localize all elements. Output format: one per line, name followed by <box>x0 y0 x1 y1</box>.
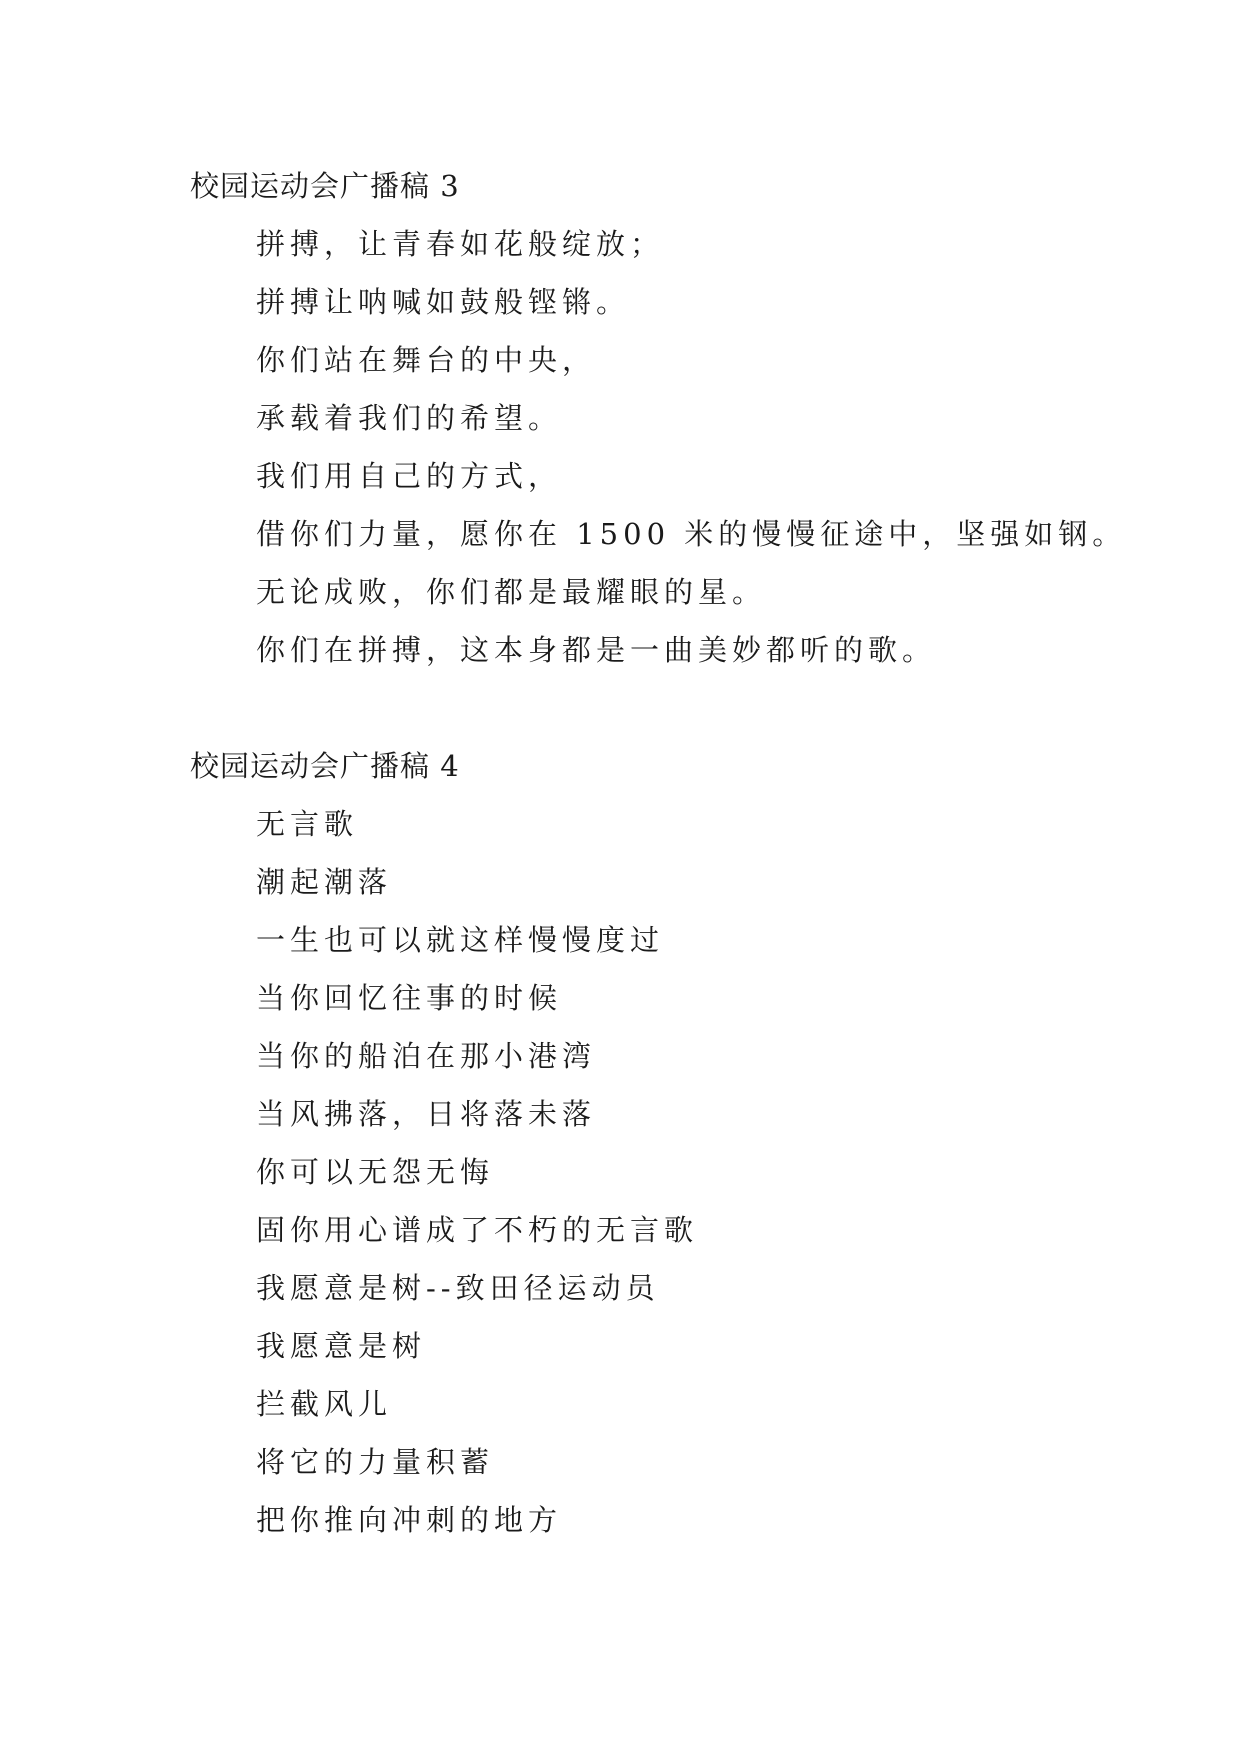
poem-line: 你们在拼搏，这本身都是一曲美妙都听的歌。 <box>256 633 937 667</box>
poem-line: 拼搏让呐喊如鼓般铿锵。 <box>256 285 631 319</box>
poem-line: 固你用心谱成了不朽的无言歌 <box>256 1213 699 1247</box>
poem-line: 你可以无怨无悔 <box>256 1155 495 1189</box>
poem-line: 当你回忆往事的时候 <box>256 981 563 1015</box>
poem-line: 将它的力量积蓄 <box>256 1445 495 1479</box>
poem-line: 借你们力量，愿你在 1500 米的慢慢征途中，坚强如钢。 <box>256 517 1127 551</box>
poem-line: 我们用自己的方式， <box>256 459 563 493</box>
poem-line: 潮起潮落 <box>256 865 393 899</box>
section-title-4: 校园运动会广播稿 4 <box>190 749 460 783</box>
poem-line: 承载着我们的希望。 <box>256 401 563 435</box>
poem-line: 拼搏，让青春如花般绽放； <box>256 227 665 261</box>
poem-line: 无论成败，你们都是最耀眼的星。 <box>256 575 767 609</box>
poem-line: 我愿意是树 <box>256 1329 427 1363</box>
poem-line: 我愿意是树--致田径运动员 <box>256 1271 660 1305</box>
poem-line: 一生也可以就这样慢慢度过 <box>256 923 665 957</box>
poem-line: 无言歌 <box>256 807 359 841</box>
poem-line: 你们站在舞台的中央， <box>256 343 597 377</box>
section-title-3: 校园运动会广播稿 3 <box>190 169 460 203</box>
poem-line: 把你推向冲刺的地方 <box>256 1503 563 1537</box>
poem-line: 拦截风儿 <box>256 1387 393 1421</box>
poem-line: 当你的船泊在那小港湾 <box>256 1039 597 1073</box>
poem-line: 当风拂落，日将落未落 <box>256 1097 597 1131</box>
